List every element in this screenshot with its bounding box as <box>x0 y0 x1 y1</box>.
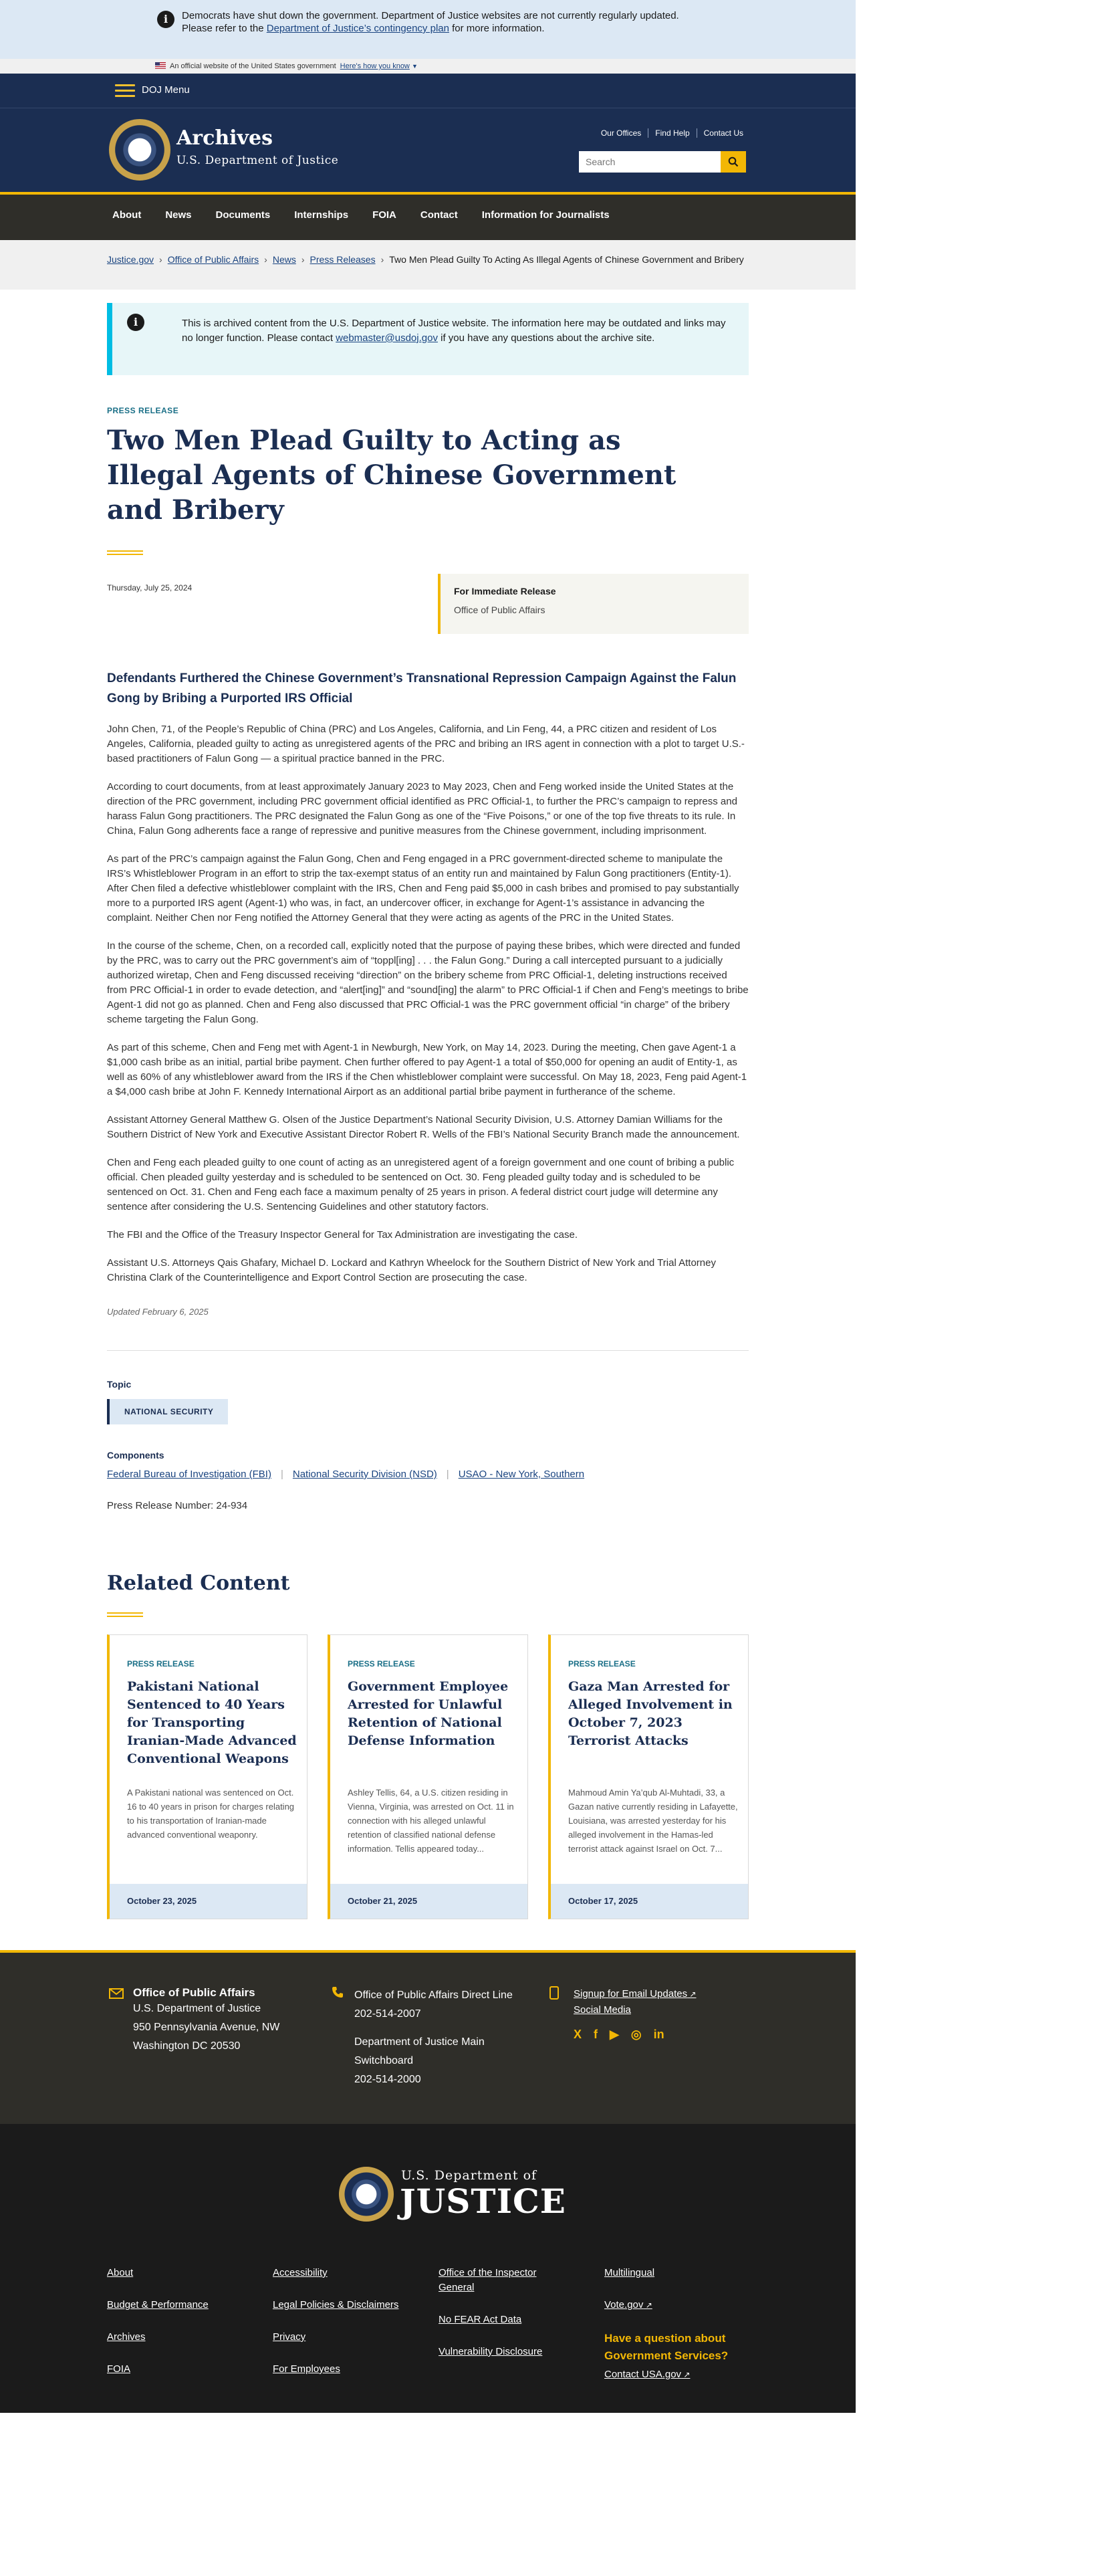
search-input[interactable] <box>579 151 721 173</box>
linkedin-icon[interactable]: in <box>653 2028 664 2041</box>
nav-information-for-journalists[interactable]: Information for Journalists <box>481 209 610 221</box>
breadcrumb-current: Two Men Plead Guilty To Acting As Illegal Agents of Chinese Government and Bribery <box>389 254 744 265</box>
footer-link-about[interactable]: About <box>107 2267 134 2278</box>
doj-menu-button[interactable]: DOJ Menu <box>142 84 190 96</box>
related-divider <box>107 1612 143 1617</box>
related-card[interactable] <box>328 1634 528 1919</box>
shutdown-alert-banner <box>0 0 856 59</box>
article-paragraph: In the course of the scheme, Chen, on a recorded call, explicitly noted that the purpose of paying these bribes, which were directed and funded by the PRC, was to carry out the PRC government’s aim of “toppl[ing] . . . the Falun Gong.” During a call intercepted pursuant to a judicially authorized wiretap, Chen and Feng discussed receiving “direction” on the bribery scheme from PRC Official-1, deleting instructions received from PRC Official-1 in order to evade detection, and “alert[ing]” and “sound[ing] the alarm” to PRC Official-1 if Chen and Feng’s meetings to bribe Agent-1 did not go as planned. Chen and Feng also discussed that PRC Official-1 was the PRC government official “in charge” of the bribery scheme targeting the Falun Gong. <box>107 940 749 1025</box>
card-summary: Ashley Tellis, 64, a U.S. citizen residing in Vienna, Virginia, was arrested on Oct. 11 in connection with his alleged unlawful retention of classified national defense information. Tellis appeared today... <box>348 1788 514 1854</box>
updated-date: Updated February 6, 2025 <box>107 1307 209 1317</box>
footer-brand-main: JUSTICE <box>400 2181 566 2221</box>
phone-number[interactable]: 202-514-2000 <box>354 2074 421 2085</box>
find-help-link[interactable]: Find Help <box>648 128 696 138</box>
contact-us-link[interactable]: Contact Us <box>697 128 750 138</box>
main-nav <box>0 192 856 240</box>
mail-icon <box>109 1988 124 1999</box>
chevron-right-icon: › <box>264 254 267 265</box>
related-content-heading: Related Content <box>107 1572 290 1595</box>
press-release-number: Press Release Number: 24-934 <box>107 1500 248 1511</box>
breadcrumb-news[interactable]: News <box>272 254 296 265</box>
topic-label: Topic <box>107 1379 132 1390</box>
card-title[interactable]: Government Employee Arrested for Unlawful Retention of National Defense Information <box>348 1679 509 1748</box>
footer-signup <box>574 1986 696 2042</box>
social-icons <box>574 2028 696 2042</box>
footer-links-col1 <box>107 2266 209 2394</box>
component-nsd-link[interactable]: National Security Division (NSD) <box>292 1469 437 1480</box>
footer-link-budget[interactable]: Budget & Performance <box>107 2299 209 2311</box>
breadcrumb-press-releases[interactable]: Press Releases <box>310 254 376 265</box>
article-paragraph: As part of this scheme, Chen and Feng met with Agent-1 in Newburgh, New York, on May 14, 2023. During the meeting, Chen gave Agent-1 a $1,000 cash bribe as an initial, partial bribe payment. Chen further offered to pay Agent-1 a total of $50,000 for opening an audit of Entity-1, as well as 60% of any whistleblower award from the IRS if the Chen whistleblower complaint were successful. On May 18, 2023, Feng paid Agent-1 a $4,000 cash bribe at John F. Kennedy International Airport as an additional partial bribe payment in furtherance of the scheme. <box>107 1042 747 1097</box>
footer-office: Office of Public Affairs U.S. Department of Justice 950 Pennsylvania Avenue, NW Washington DC 20530 <box>133 1986 279 2056</box>
chevron-right-icon: › <box>159 254 162 265</box>
card-summary: Mahmoud Amin Ya’qub Al-Muhtadi, 33, a Gazan native currently residing in Lafayette, Louisiana, was arrested yesterday for his alleged involvement in the Hamas-led terrorist attack against Israel on Oct. 7... <box>568 1788 738 1854</box>
social-media-link[interactable]: Social Media <box>574 2004 631 2016</box>
archive-notice-text: This is archived content from the U.S. Department of Justice website. The information here may be outdated and links may no longer function. Please contact webmaster@usdoj.gov if you have any questions about the archive site. <box>182 318 726 344</box>
contingency-plan-link[interactable]: Department of Justice’s contingency plan <box>266 23 449 34</box>
government-services-question: Have a question about Government Services? <box>604 2332 729 2362</box>
nav-documents[interactable]: Documents <box>215 209 271 221</box>
footer-link-for-employees[interactable]: For Employees <box>273 2363 340 2375</box>
card-title[interactable]: Gaza Man Arrested for Alleged Involvement in October 7, 2023 Terrorist Attacks <box>568 1679 733 1748</box>
chevron-down-icon: ▼ <box>411 63 418 70</box>
chevron-right-icon: › <box>380 254 384 265</box>
phone-icon <box>332 1986 344 1998</box>
mobile-icon <box>549 1986 559 2000</box>
footer-link-vulnerability-disclosure[interactable]: Vulnerability Disclosure <box>439 2346 543 2357</box>
nav-about[interactable]: About <box>112 209 142 221</box>
card-eyebrow: PRESS RELEASE <box>127 1659 195 1669</box>
footer-link-inspector-general[interactable]: Office of the Inspector General <box>439 2267 537 2293</box>
footer-link-archives[interactable]: Archives <box>107 2331 146 2343</box>
footer-contact <box>0 1950 856 2124</box>
footer-brand-top: U.S. Department of <box>401 2168 537 2183</box>
section-divider <box>107 1350 749 1351</box>
components-label: Components <box>107 1450 164 1461</box>
footer-links-col2 <box>273 2266 398 2394</box>
footer-office-name: Office of Public Affairs <box>133 1986 255 1999</box>
search-button[interactable] <box>721 151 746 173</box>
component-fbi-link[interactable]: Federal Bureau of Investigation (FBI) <box>107 1469 271 1480</box>
footer-link-no-fear-act[interactable]: No FEAR Act Data <box>439 2314 522 2325</box>
heres-how-you-know-link[interactable]: Here's how you know <box>340 62 410 70</box>
youtube-icon[interactable]: ▶ <box>610 2028 619 2041</box>
nav-internships[interactable]: Internships <box>294 209 349 221</box>
our-offices-link[interactable]: Our Offices <box>600 128 642 138</box>
card-date: October 23, 2025 <box>110 1884 307 1919</box>
nav-foia[interactable]: FOIA <box>372 209 396 221</box>
related-cards <box>107 1634 749 1919</box>
phone-number[interactable]: 202-514-2007 <box>354 2008 421 2020</box>
footer-link-accessibility[interactable]: Accessibility <box>273 2267 328 2278</box>
doj-seal-logo[interactable] <box>339 2167 394 2222</box>
article-body <box>107 722 749 1285</box>
article-paragraph: Chen and Feng each pleaded guilty to one count of acting as an unregistered agent of a foreign government and one count of bribing a public official. Chen pleaded guilty yesterday and is scheduled to be sentenced on Oct. 30. Feng pleaded guilty today and is scheduled to be sentenced on Oct. 31. Chen and Feng each face a maximum penalty of 25 years in prison. A federal district court judge will determine any sentence after considering the U.S. Sentencing Guidelines and other statutory factors. <box>107 1157 735 1212</box>
article-paragraph: The FBI and the Office of the Treasury Inspector General for Tax Administration are investigating the case. <box>107 1229 578 1241</box>
card-summary: A Pakistani national was sentenced on Oct. 16 to 40 years in prison for charges relating to his transportation of Iranian-made advanced conventional weaponry. <box>127 1788 295 1840</box>
components-list: Federal Bureau of Investigation (FBI) | National Security Division (NSD) | USAO - New York, Southern <box>107 1469 585 1480</box>
us-flag-icon <box>155 62 166 69</box>
footer-links-col3 <box>439 2266 572 2377</box>
official-gov-banner: An official website of the United States government Here's how you know ▼ <box>0 59 856 74</box>
site-subtitle: U.S. Department of Justice <box>176 154 339 167</box>
article-subheading: Defendants Furthered the Chinese Government’s Transnational Repression Campaign Against the Falun Gong by Bribing a Purported IRS Official <box>107 671 737 706</box>
page-title: Two Men Plead Guilty to Acting as Illegal Agents of Chinese Government and Bribery <box>107 425 676 526</box>
site-title[interactable]: Archives <box>176 126 273 150</box>
doj-menu-bar <box>0 74 856 108</box>
search-icon <box>728 156 739 167</box>
x-twitter-icon[interactable]: X <box>574 2028 582 2041</box>
article-paragraph: As part of the PRC’s campaign against the Falun Gong, Chen and Feng engaged in a PRC government-directed scheme to manipulate the IRS’s Whistleblower Program in an effort to strip the tax-exempt status of an entity run and maintained by Falun Gong practitioners (Entity-1). After Chen filed a defective whistleblower complaint with the IRS, Chen and Feng paid $5,000 in cash bribes and promised to pay substantially more to a purported IRS agent (Agent-1) who was, in fact, an undercover officer, in exchange for Agent-1’s assistance in advancing the complaint. Neither Chen nor Feng notified the Attorney General that they were acting as agents of the PRC in the United States. <box>107 853 739 924</box>
hamburger-menu-icon[interactable] <box>115 84 135 98</box>
footer-link-foia[interactable]: FOIA <box>107 2363 131 2375</box>
card-eyebrow: PRESS RELEASE <box>568 1659 636 1669</box>
footer-link-multilingual[interactable]: Multilingual <box>604 2267 655 2278</box>
facebook-icon[interactable]: f <box>594 2028 598 2041</box>
title-divider <box>107 550 143 555</box>
related-card[interactable] <box>548 1634 749 1919</box>
footer-phones: Office of Public Affairs Direct Line 202-514-2007 Department of Justice Main Switchboard 202-514-2000 <box>354 1986 513 2089</box>
card-title[interactable]: Pakistani National Sentenced to 40 Years for Transporting Iranian-Made Advanced Conventional Weapons <box>127 1679 297 1766</box>
nav-news[interactable]: News <box>165 209 192 221</box>
article-paragraph: Assistant Attorney General Matthew G. Olsen of the Justice Department’s National Security Division, U.S. Attorney Damian Williams for the Southern District of New York and Executive Assistant Director Robert R. Wells of the FBI’s National Security Branch made the announcement. <box>107 1114 740 1140</box>
release-office: Office of Public Affairs <box>454 605 545 615</box>
related-card[interactable] <box>107 1634 308 1919</box>
release-title: For Immediate Release <box>454 586 556 597</box>
nav-contact[interactable]: Contact <box>420 209 458 221</box>
site-header <box>0 108 856 192</box>
breadcrumb-justice-gov[interactable]: Justice.gov <box>107 254 154 265</box>
breadcrumb-office-of-public-affairs[interactable]: Office of Public Affairs <box>167 254 259 265</box>
article-paragraph: John Chen, 71, of the People’s Republic of China (PRC) and Los Angeles, California, and Lin Feng, 44, a PRC citizen and resident of Los Angeles, California, pleaded guilty to acting as unregistered agents of the PRC and bribing an IRS agent in connection with a plot to target U.S.-based practitioners of Falun Gong — a spiritual practice banned in the PRC. <box>107 724 745 764</box>
footer-link-legal-policies[interactable]: Legal Policies & Disclaimers <box>273 2299 399 2311</box>
card-date: October 17, 2025 <box>551 1884 748 1919</box>
article-paragraph: According to court documents, from at least approximately January 2023 to May 2023, Chen and Feng worked inside the United States at the direction of the PRC government, including PRC government official identified as PRC Official-1, to further the PRC’s campaign to repress and harass Falun Gong practitioners. The PRC designated the Falun Gong as one of the “Five Poisons,” or one of the top five threats to its rule. In China, Falun Gong adherents face a range of repressive and punitive measures from the Chinese government, including imprisonment. <box>107 781 737 837</box>
release-box <box>438 574 749 634</box>
footer-links-col4 <box>604 2266 738 2399</box>
footer-link-vote-gov[interactable]: Vote.gov ↗ <box>604 2298 738 2313</box>
footer-link-privacy[interactable]: Privacy <box>273 2331 306 2343</box>
doj-seal-logo[interactable] <box>109 119 170 181</box>
card-eyebrow: PRESS RELEASE <box>348 1659 415 1669</box>
component-usao-ny-link[interactable]: USAO - New York, Southern <box>458 1469 585 1480</box>
article-meta <box>107 574 749 634</box>
article-eyebrow: PRESS RELEASE <box>107 406 179 415</box>
archive-notice <box>107 303 749 375</box>
article-paragraph: Assistant U.S. Attorneys Qais Ghafary, Michael D. Lockard and Kathryn Wheelock for the Southern District of New York and Trial Attorney Christina Clark of the Counterintelligence and Export Control Section are prosecuting the case. <box>107 1257 716 1283</box>
utility-links <box>594 128 750 138</box>
chevron-right-icon: › <box>301 254 305 265</box>
email-signup-link[interactable]: Signup for Email Updates ↗ <box>574 1988 696 2000</box>
card-date: October 21, 2025 <box>330 1884 527 1919</box>
contact-usa-gov-link[interactable]: Contact USA.gov ↗ <box>604 2367 738 2382</box>
footer-links <box>0 2124 856 2413</box>
article-date: Thursday, July 25, 2024 <box>107 583 193 593</box>
topic-national-security[interactable]: NATIONAL SECURITY <box>107 1399 228 1424</box>
instagram-icon[interactable]: ◎ <box>630 2028 642 2041</box>
breadcrumb <box>0 240 856 290</box>
info-icon: i <box>157 11 174 28</box>
webmaster-email-link[interactable]: webmaster@usdoj.gov <box>336 332 438 344</box>
shutdown-alert-text: Democrats have shut down the government. Department of Justice websites are not currently regularly updated. Please refer to the Department of Justice’s contingency plan for more information. <box>182 10 679 34</box>
info-icon: i <box>127 314 144 331</box>
